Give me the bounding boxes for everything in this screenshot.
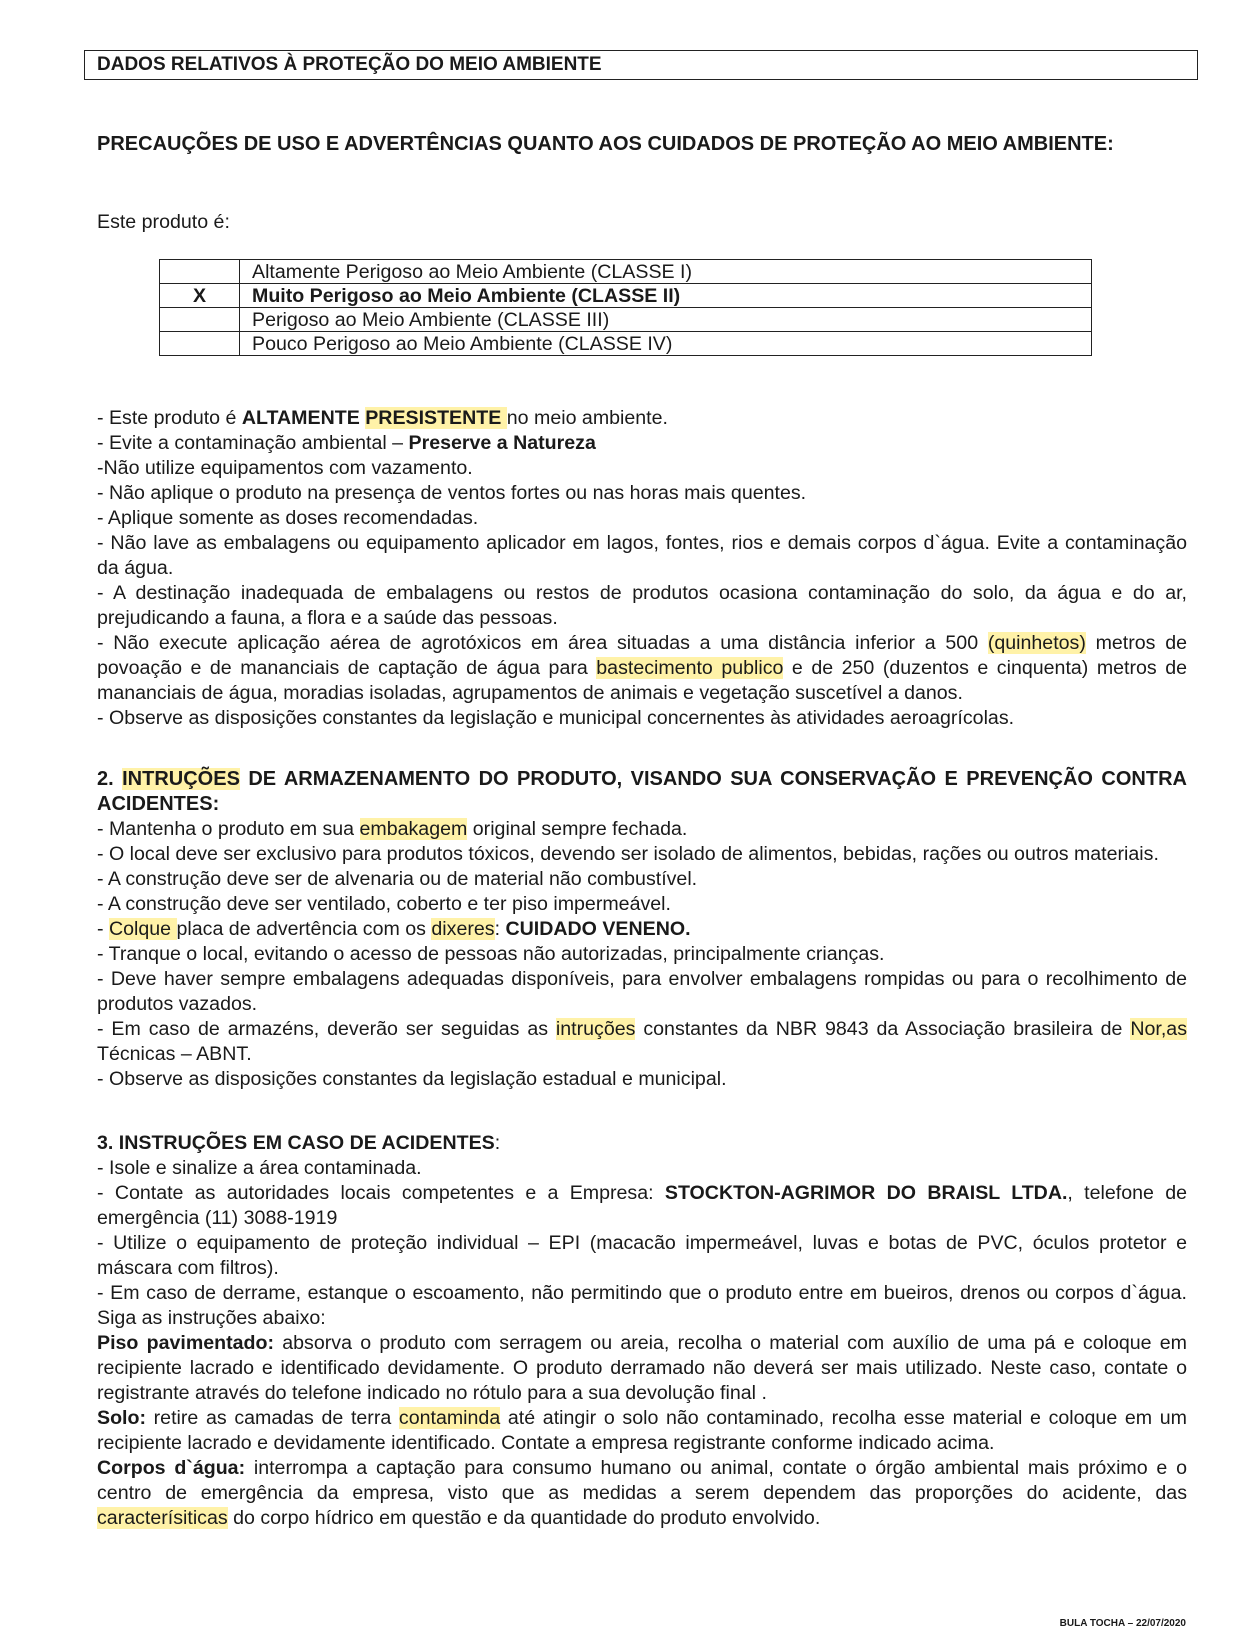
precautions-intro: Este produto é:	[97, 211, 230, 233]
environment-precautions-list	[97, 406, 1187, 731]
section-header-box	[84, 50, 1198, 80]
classification-label: Pouco Perigoso ao Meio Ambiente (CLASSE IV)	[240, 332, 1092, 356]
storage-title: 2. INTRUÇÕES DE ARMAZENAMENTO DO PRODUTO, VISANDO SUA CONSERVAÇÃO E PREVENÇÃO CONTRA ACIDENTES:	[97, 768, 1187, 815]
storage-item: - A construção deve ser de alvenaria ou de material não combustível.	[97, 868, 698, 890]
env-item: -Não utilize equipamentos com vazamento.	[97, 457, 473, 479]
classification-label: Perigoso ao Meio Ambiente (CLASSE III)	[240, 308, 1092, 332]
accident-soil: Solo: retire as camadas de terra contaminda até atingir o solo não contaminado, recolha esse material e coloque em um recipiente lacrado e devidamente identificado. Contate a empresa registrante conforme indicado acima.	[97, 1407, 1187, 1454]
section-header-title: DADOS RELATIVOS À PROTEÇÃO DO MEIO AMBIENTE	[97, 54, 602, 75]
classification-row	[160, 260, 1092, 284]
accident-item: - Em caso de derrame, estanque o escoamento, não permitindo que o produto entre em bueiros, drenos ou corpos d`água. Siga as instruções abaixo:	[97, 1282, 1187, 1329]
accidents-instructions-list	[97, 1156, 1187, 1531]
accident-water-bodies: Corpos d`água: interrompa a captação para consumo humano ou animal, contate o órgão ambiental mais próximo e o centro de emergência da empresa, visto que as medidas a serem dependem das proporções do acidente, das caracterísiticas do corpo hídrico em questão e da quantidade do produto envolvido.	[97, 1457, 1187, 1529]
classification-row	[160, 332, 1092, 356]
env-item: - Não aplique o produto na presença de ventos fortes ou nas horas mais quentes.	[97, 482, 807, 504]
storage-item: - O local deve ser exclusivo para produtos tóxicos, devendo ser isolado de alimentos, bebidas, rações ou outros materiais.	[97, 843, 1159, 865]
storage-item: - Colque placa de advertência com os dixeres: CUIDADO VENENO.	[97, 918, 691, 940]
classification-mark: X	[160, 284, 240, 308]
precautions-title: PRECAUÇÕES DE USO E ADVERTÊNCIAS QUANTO AOS CUIDADOS DE PROTEÇÃO AO MEIO AMBIENTE:	[97, 133, 1114, 155]
storage-item: - Tranque o local, evitando o acesso de pessoas não autorizadas, principalmente crianças.	[97, 943, 885, 965]
env-item: - Não lave as embalagens ou equipamento aplicador em lagos, fontes, rios e demais corpos d`água. Evite a contaminação da água.	[97, 532, 1187, 579]
accident-item: - Utilize o equipamento de proteção individual – EPI (macacão impermeável, luvas e botas de PVC, óculos protetor e máscara com filtros).	[97, 1232, 1187, 1279]
storage-instructions-list	[97, 817, 1187, 1092]
env-item: - Observe as disposições constantes da legislação e municipal concernentes às atividades aeroagrícolas.	[97, 707, 1015, 729]
classification-mark	[160, 308, 240, 332]
classification-label: Altamente Perigoso ao Meio Ambiente (CLASSE I)	[240, 260, 1092, 284]
env-item: - Aplique somente as doses recomendadas.	[97, 507, 479, 529]
classification-mark	[160, 332, 240, 356]
storage-item: - Em caso de armazéns, deverão ser seguidas as intruções constantes da NBR 9843 da Associação brasileira de Nor,as Técnicas – ABNT.	[97, 1018, 1187, 1065]
classification-table	[159, 259, 1092, 356]
env-item: - A destinação inadequada de embalagens ou restos de produtos ocasiona contaminação do solo, da água e do ar, prejudicando a fauna, a flora e a saúde das pessoas.	[97, 582, 1187, 629]
storage-item: - Deve haver sempre embalagens adequadas disponíveis, para envolver embalagens rompidas ou para o recolhimento de produtos vazados.	[97, 968, 1187, 1015]
env-item: - Evite a contaminação ambiental – Preserve a Natureza	[97, 432, 596, 454]
accidents-title: 3. INSTRUÇÕES EM CASO DE ACIDENTES:	[97, 1132, 501, 1154]
classification-label: Muito Perigoso ao Meio Ambiente (CLASSE II)	[240, 284, 1092, 308]
accident-paved-floor: Piso pavimentado: absorva o produto com serragem ou areia, recolha o material com auxílio de uma pá e coloque em recipiente lacrado e identificado devidamente. O produto derramado não deverá ser mais utilizado. Neste caso, contate o registrante através do telefone indicado no rótulo para a sua devolução final .	[97, 1332, 1188, 1404]
classification-mark	[160, 260, 240, 284]
storage-item: - Mantenha o produto em sua embakagem original sempre fechada.	[97, 818, 688, 840]
env-item: - Este produto é ALTAMENTE PRESISTENTE no meio ambiente.	[97, 407, 668, 429]
footer-label: BULA TOCHA – 22/07/2020	[1059, 1618, 1186, 1629]
accident-item: - Contate as autoridades locais competentes e a Empresa: STOCKTON-AGRIMOR DO BRAISL LTDA., telefone de emergência (11) 3088-1919	[97, 1182, 1187, 1229]
classification-row	[160, 308, 1092, 332]
storage-item: - A construção deve ser ventilado, coberto e ter piso impermeável.	[97, 893, 671, 915]
accident-item: - Isole e sinalize a área contaminada.	[97, 1157, 422, 1179]
env-item: - Não execute aplicação aérea de agrotóxicos em área situadas a uma distância inferior a 500 (quinhetos) metros de povoação e de mananciais de captação de água para bastecimento publico e de 250 (duzentos e cinquenta) metros de mananciais de água, moradias isoladas, agrupamentos de animais e vegetação suscetível a danos.	[97, 632, 1187, 704]
storage-item: - Observe as disposições constantes da legislação estadual e municipal.	[97, 1068, 727, 1090]
classification-row-selected	[160, 284, 1092, 308]
